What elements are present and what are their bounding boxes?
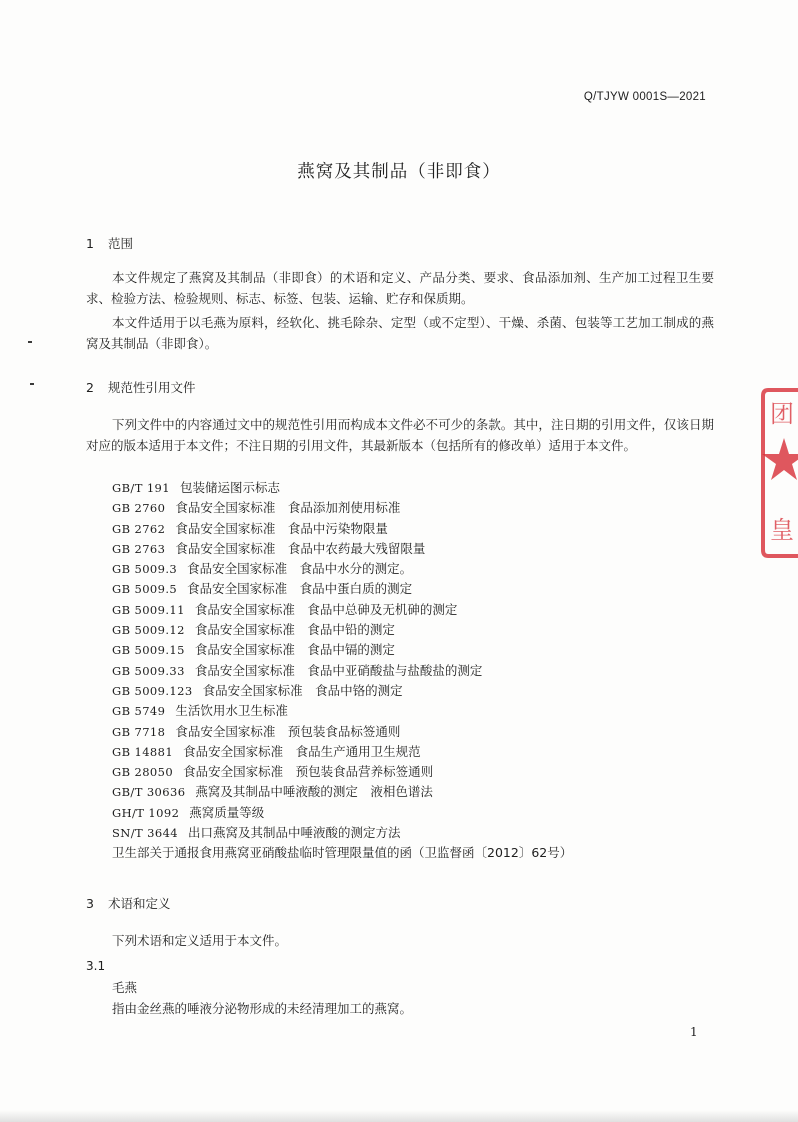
reference-code: GB 5009.12 <box>112 623 185 638</box>
reference-code: GB 5009.123 <box>112 683 193 698</box>
paragraph: 本文件适用于以毛燕为原料，经软化、挑毛除杂、定型（或不定型）、干燥、杀菌、包装等工艺加工制成的燕窝及其制品（非即食）。 <box>86 315 714 351</box>
section-heading-scope <box>86 234 133 252</box>
reference-item <box>112 539 572 559</box>
scan-edge-shadow <box>0 1110 798 1122</box>
reference-item <box>112 823 572 843</box>
reference-code: GB 2760 <box>112 501 166 516</box>
margin-mark <box>28 341 32 343</box>
reference-item <box>112 681 572 701</box>
seal-star <box>762 438 798 480</box>
reference-item <box>112 722 572 742</box>
reference-code: GB 5009.11 <box>112 602 185 617</box>
reference-title: 食品安全国家标准 预包装食品营养标签通则 <box>183 764 434 780</box>
reference-item <box>112 620 572 640</box>
reference-title: 食品安全国家标准 食品中铬的测定 <box>202 682 403 698</box>
reference-item <box>112 559 572 579</box>
reference-title: 包装储运图示标志 <box>180 480 281 495</box>
reference-code: GB 2763 <box>112 541 166 556</box>
document-title: 燕窝及其制品（非即食） <box>297 162 501 182</box>
section-title: 范围 <box>108 236 134 251</box>
reference-item <box>112 782 572 802</box>
reference-code: GB 28050 <box>112 765 174 780</box>
reference-title: 食品安全国家标准 预包装食品标签通则 <box>175 723 401 739</box>
page-number: 1 <box>690 1025 698 1039</box>
reference-item <box>112 579 572 599</box>
reference-title: 食品安全国家标准 食品中污染物限量 <box>175 520 388 536</box>
section-number: 3 <box>86 896 94 911</box>
section-heading-terms-and-definitions <box>86 894 171 912</box>
section-title: 术语和定义 <box>108 896 171 911</box>
reference-item <box>112 640 572 660</box>
reference-code: SN/T 3644 <box>112 826 179 841</box>
reference-item <box>112 701 572 721</box>
reference-code: GB 5009.5 <box>112 582 178 597</box>
reference-code: GB 14881 <box>112 744 174 759</box>
section-title: 规范性引用文件 <box>108 380 196 395</box>
seal-stamp <box>760 388 798 558</box>
reference-item <box>112 498 572 518</box>
paragraph: 下列术语和定义适用于本文件。 <box>112 933 288 948</box>
reference-code: GB 5009.33 <box>112 663 185 678</box>
paragraph: 下列文件中的内容通过文中的规范性引用而构成本文件必不可少的条款。其中，注日期的引用文件，仅该日期对应的版本适用于本文件；不注日期的引用文件，其最新版本（包括所有的修改单）适用于本文件。 <box>86 417 714 453</box>
reference-title: 食品安全国家标准 食品中农药最大残留限量 <box>175 540 426 556</box>
reference-item <box>112 519 572 539</box>
reference-title: 食品安全国家标准 食品中蛋白质的测定 <box>187 581 413 597</box>
reference-item <box>112 762 572 782</box>
reference-item <box>112 843 572 863</box>
reference-title: 食品安全国家标准 食品生产通用卫生规范 <box>183 743 421 759</box>
reference-title: 食品安全国家标准 食品中亚硝酸盐与盐酸盐的测定 <box>194 662 483 678</box>
term-name: 毛燕 <box>112 980 138 995</box>
reference-title: 卫生部关于通报食用燕窝亚硝酸盐临时管理限量值的函（卫监督函〔2012〕62号） <box>112 845 573 861</box>
margin-mark <box>30 383 34 385</box>
reference-item <box>112 661 572 681</box>
reference-item <box>112 600 572 620</box>
reference-title: 燕窝及其制品中唾液酸的测定 液相色谱法 <box>195 784 433 800</box>
reference-item <box>112 478 572 498</box>
reference-title: 生活饮用水卫生标准 <box>175 703 288 719</box>
reference-item <box>112 803 572 823</box>
reference-title: 食品安全国家标准 食品中铅的测定 <box>194 622 395 638</box>
paragraph: 本文件规定了燕窝及其制品（非即食）的术语和定义、产品分类、要求、食品添加剂、生产加工过程卫生要求、检验方法、检验规则、标志、标签、包装、运输、贮存和保质期。 <box>86 270 714 306</box>
reference-title: 食品安全国家标准 食品中水分的测定。 <box>187 561 413 577</box>
section-number: 1 <box>86 236 94 251</box>
reference-list <box>112 478 572 864</box>
reference-code: GB/T 191 <box>112 481 170 495</box>
section-heading-normative-references <box>86 378 196 396</box>
term-number: 3.1 <box>86 959 106 973</box>
reference-code: GB 2762 <box>112 521 166 536</box>
section-number: 2 <box>86 380 94 395</box>
seal-char-top: 团 <box>770 400 794 428</box>
term-definition: 指由金丝燕的唾液分泌物形成的未经清理加工的燕窝。 <box>112 1001 413 1016</box>
reference-title: 出口燕窝及其制品中唾液酸的测定方法 <box>188 825 401 841</box>
standard-code: Q/TJYW 0001S—2021 <box>583 91 706 103</box>
reference-code: GB 5009.15 <box>112 643 185 658</box>
reference-code: GB 5009.3 <box>112 562 178 577</box>
reference-item <box>112 742 572 762</box>
seal-char-bottom: 皇 <box>770 516 794 544</box>
reference-code: GB/T 30636 <box>112 785 186 800</box>
reference-title: 燕窝质量等级 <box>189 804 265 820</box>
reference-code: GH/T 1092 <box>112 805 180 820</box>
reference-title: 食品安全国家标准 食品添加剂使用标准 <box>175 500 401 516</box>
reference-title: 食品安全国家标准 食品中镉的测定 <box>194 642 395 658</box>
reference-code: GB 7718 <box>112 724 166 739</box>
reference-code: GB 5749 <box>112 704 166 719</box>
reference-title: 食品安全国家标准 食品中总砷及无机砷的测定 <box>194 601 458 617</box>
